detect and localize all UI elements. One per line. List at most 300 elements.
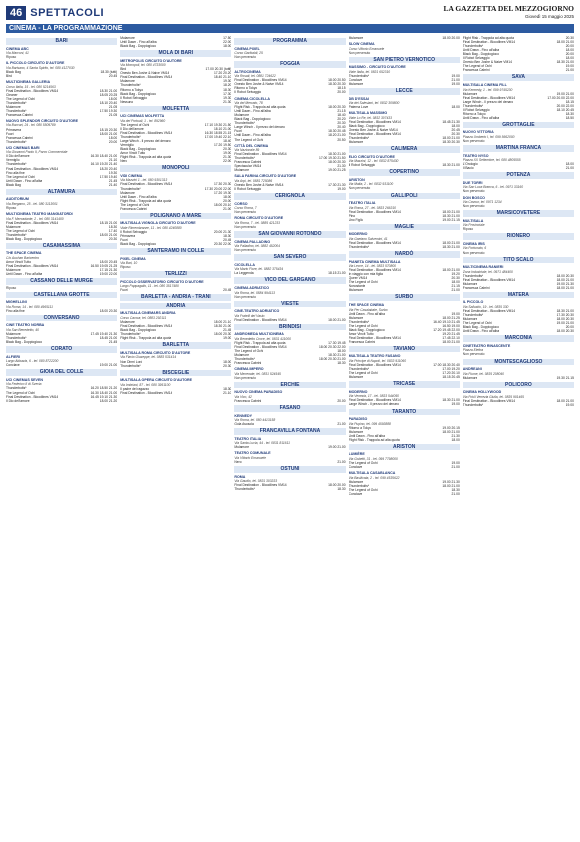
showtimes: 18.00 20.00 — [328, 483, 346, 488]
film-title: Final Destination - Bloodlines VM14 — [6, 263, 59, 268]
showtimes: 17.00 20.00 22.00 — [547, 95, 574, 100]
listing-column — [120, 36, 231, 836]
page-number: 46 — [6, 6, 26, 20]
film-title: Mulamore — [348, 429, 364, 434]
film-title: Mulamore — [462, 317, 478, 322]
cinema-name: MODERNO — [348, 232, 368, 237]
cinema-address: Via Nazionale 89 — [234, 148, 260, 153]
showtimes: 18.00 20.10 — [213, 202, 232, 207]
showtimes: 17.50 19.30 — [99, 108, 118, 113]
showtimes: 18.00 21.00 — [442, 483, 460, 488]
showtimes: 19.30 — [108, 170, 118, 175]
showtimes: 19.00 21.00 — [556, 91, 574, 96]
showtimes: 20.30 — [108, 236, 118, 241]
city-heading: SURBO — [349, 294, 460, 301]
film-row — [349, 245, 460, 249]
film-row — [6, 309, 117, 313]
showtimes: 18.30 21.00 — [442, 398, 460, 403]
film-title: Mulamore — [462, 281, 478, 286]
showtimes: 18.15 — [565, 99, 574, 104]
city-heading: GROTTAGLIE — [463, 122, 574, 129]
showtimes: 21.00 — [337, 460, 346, 465]
film-row — [6, 363, 117, 367]
cinema-name: CINEMA IRIS — [462, 241, 485, 246]
showtimes: 17.50 — [223, 36, 232, 40]
film-row — [463, 329, 574, 333]
cinema-address: Via Friuli Venezia Giulia, tel. 0835 901465 — [462, 394, 525, 399]
film-title: Thunderbolts* — [120, 134, 141, 139]
film-title: Thunderbolts* — [120, 186, 141, 191]
showtimes: 21.45 — [108, 178, 118, 183]
film-title: Onesto Ben Joshe & Naive VM14 — [462, 60, 512, 65]
city-heading: MARTINA FRANCA — [463, 145, 574, 152]
film-title: Flight Risk - Trappola ad alta quota — [120, 155, 172, 160]
cinema-name: TEATRO NYSO — [462, 153, 489, 158]
showtimes: 18.45 21.30 — [442, 119, 460, 124]
film-row — [234, 318, 345, 322]
showtimes: 21.00 — [337, 422, 346, 427]
film-row — [463, 286, 574, 290]
film-title: Black Bag — [6, 182, 21, 187]
showtimes: 21.00 — [451, 288, 460, 293]
film-title: Black Bag - Doppiogioco — [462, 325, 499, 330]
status-note: Non pervenuto — [234, 225, 257, 230]
showtimes: 18.30 — [451, 487, 460, 492]
showtimes: 17.00 20.30 (tutti) — [205, 67, 232, 72]
showtimes: 19.00 — [337, 187, 346, 192]
cinema-address: Via Rosati, tel. 0881 724622 — [234, 74, 276, 79]
cinema-name: MULTISALA CINEMARS ANDRIA — [120, 311, 176, 316]
film-title: Pino — [348, 213, 356, 218]
showtimes: 18.30 — [223, 87, 232, 92]
showtimes: 19.00 21.25 — [328, 168, 346, 173]
film-title: Mulamore — [348, 479, 364, 484]
cinema-address: Via Vico, 42 — [234, 395, 252, 400]
cinema-name: CINE-TEATRO ADRIATICO — [234, 309, 280, 314]
film-title: Black Bag - Doppiogioco — [348, 123, 385, 128]
showtimes: 17.15 21.30 — [99, 268, 118, 273]
film-title: Thunderbolts* — [6, 386, 27, 391]
cinema-address: Via Palladino, tel. 0882 452004 — [234, 244, 280, 249]
showtimes: 20.00 — [565, 52, 574, 57]
showtimes: 18.15 21.00 — [99, 220, 118, 225]
film-title: Francesca Cabrini — [348, 339, 376, 344]
cinema-address: Via Fiume, tel. 0835 208040 — [462, 371, 504, 376]
film-title: The Legend of Ochi — [6, 228, 35, 233]
city-heading: MONTESCAGLIOSO — [463, 359, 574, 366]
city-heading: MOLA DI BARI — [120, 50, 231, 57]
showtimes: 18.00 20.45 — [99, 259, 118, 264]
showtimes: 20.20 — [337, 117, 346, 122]
city-heading: MARSICOVETERE — [463, 210, 574, 217]
showtimes: 19.00 22.00 — [99, 272, 118, 277]
film-title: Final Destination - Bloodlines VM14 — [348, 268, 401, 273]
showtimes: 20.40 — [337, 125, 346, 130]
city-heading: CONVERSANO — [6, 315, 117, 322]
film-title: Primavera — [120, 233, 136, 238]
film-title: Thunderbolts* — [348, 244, 370, 249]
cinema-name: CITTÀ DEL CINEMA — [234, 143, 269, 148]
film-title: Large Winch - Il prezzo del denaro — [348, 402, 399, 407]
cinema-address: Via Cavour, tel. 0971 1234 — [462, 200, 502, 205]
showtimes: 18.00 — [565, 162, 574, 167]
showtimes: 18.00 — [565, 56, 574, 61]
film-title: Il Robot Selvaggio — [234, 187, 262, 192]
film-title: Thunderbolts* — [462, 402, 484, 407]
showtimes: 19.00 — [565, 64, 574, 69]
cinema-name: MULTISALA MASSIMO — [348, 111, 388, 116]
film-row — [120, 242, 231, 246]
film-row — [120, 336, 231, 340]
film-row — [349, 36, 460, 40]
cinema-address: Via San Luca Branca, 6 - tel. 0971 33160 — [462, 185, 524, 190]
city-heading: POTENZA — [463, 172, 574, 179]
film-row — [6, 140, 117, 144]
film-title: Mulamore — [120, 190, 135, 195]
film-title: Final Destination - Bloodlines VM14 — [462, 277, 516, 282]
film-title: Until Dawn - Fino all'alba — [348, 311, 385, 316]
film-title: Final Destination - Bloodlines VM14 — [6, 394, 59, 399]
showtimes: 17.40 — [108, 228, 118, 233]
film-title: Thunderbolts* — [348, 73, 370, 78]
status-note: Non pervenuto — [348, 50, 371, 55]
showtimes: 16.30 18.55 21.15 — [204, 130, 232, 135]
cinema-address: Zona Industriale, tel. 0971 484400 — [462, 269, 513, 274]
film-title: The Legend of Ochi — [348, 280, 378, 285]
cinema-name: TEATRO ITALIA — [348, 201, 376, 205]
film-title: Until Dawn - Fino all'alba — [462, 48, 500, 53]
film-title: Vermiglio — [120, 143, 134, 148]
cinema-address: Viale Lo Re, tel. 0832 307433 — [348, 115, 392, 120]
showtimes: 18.30 21.00 — [442, 213, 460, 218]
city-heading: BISCEGLIE — [120, 370, 231, 377]
status-note: Non pervenuto — [234, 248, 257, 253]
film-title: The Legend of Ochi — [348, 323, 378, 328]
film-title: Amor Vincit Tutto — [348, 331, 374, 336]
film-row — [6, 340, 117, 344]
cinema-name: ROMA — [234, 474, 246, 479]
showtimes: 17.00 19.30 21.50 — [319, 156, 346, 161]
cinema-address: Via Venezia, 17 - tel. 0833 544050 — [348, 394, 400, 399]
film-title: Mulamore — [120, 36, 135, 40]
section-title: SPETTACOLI — [30, 7, 105, 19]
film-title: Final Destination - Bloodlines VM14 — [348, 131, 401, 136]
film-row — [6, 183, 117, 187]
cinema-address: Corso Vittorio Emanuele — [348, 46, 385, 51]
film-title: Thunderbolts* — [120, 332, 141, 337]
film-row — [120, 44, 231, 48]
film-title: The Legend of Ochi — [6, 174, 35, 179]
film-title: Il Dio dell'amore — [6, 398, 30, 403]
film-title: Francesca Cabrini — [120, 206, 147, 211]
city-heading: PROGRAMMA — [234, 38, 345, 45]
showtimes: 17.30 21.30 — [328, 183, 346, 188]
showtimes: 21.00 — [451, 491, 460, 496]
film-title: Final Destination - Bloodlines VM14 — [462, 398, 516, 403]
showtimes: 18.00 21.00 — [442, 209, 460, 214]
film-title: The Legend of Ochi — [120, 122, 150, 127]
cinema-address: Viale Rimembranze, 11 - tel. 080 4240880 — [120, 225, 182, 230]
showtimes: 18.00 — [223, 44, 232, 49]
film-title: Large Winch - Il prezzo del denaro — [120, 139, 171, 144]
cinema-name: MULTICINEMA TEATRO MANGIATORDI — [6, 211, 73, 216]
film-title: Conclave — [348, 465, 363, 470]
film-title: Thunderbolts* — [462, 103, 484, 108]
showtimes: 18.00 20.50 — [328, 78, 346, 83]
film-title: Francesca Cabrini — [462, 285, 490, 290]
cinema-name: MULTISALA OPERA CIRCUITO D'AUTORE — [120, 378, 193, 383]
film-row — [463, 166, 574, 170]
film-title: Spectacular VM14 — [234, 164, 262, 169]
showtimes: 18.00 20.30 — [328, 160, 346, 165]
film-title: Onesto Ben Joshe & Naive VM14 — [234, 183, 284, 188]
film-title: Fuori — [6, 131, 14, 136]
film-title: The Legend of Ochi — [234, 137, 264, 142]
film-row — [120, 159, 231, 163]
showtimes: 20.30 — [337, 121, 346, 126]
film-row — [234, 487, 345, 491]
status-note: Non pervenuto — [234, 210, 257, 215]
film-title: Mulamore — [348, 36, 364, 40]
film-title: Final Destination - Bloodlines VM14 — [120, 182, 173, 187]
film-title: Final Destination - Bloodlines VM14 — [6, 88, 59, 93]
showtimes: 18.00 — [337, 349, 346, 354]
cinema-address: Largo Abbazia, 6 - tel. 080 8722200 — [6, 359, 59, 364]
film-title: Fino alla fine — [6, 308, 25, 313]
cinema-name: ELIO CIRCUITO D'AUTORE — [348, 154, 395, 159]
city-heading: CASAMASSIMA — [6, 243, 117, 250]
film-title: Flight Risk - Trappola ad alta quota — [462, 36, 514, 40]
showtimes: 18.20 21.00 — [328, 133, 346, 138]
showtimes: 19.00 — [451, 311, 460, 316]
showtimes: 18.30 21.00 — [328, 152, 346, 157]
showtimes: 16.30 18.40 21.00 — [90, 154, 118, 159]
cinema-address: Via del Mercato, 78 — [234, 101, 263, 106]
showtimes: 22.00 — [223, 159, 232, 164]
showtimes: 18.30 21.00 — [442, 163, 460, 168]
city-heading: TITO SCALO — [463, 257, 574, 264]
cinema-address: Via Fortunato, 6 — [462, 246, 487, 251]
film-title: Fuori — [120, 238, 128, 243]
film-title: Thunderbolts* — [462, 273, 484, 278]
film-row — [6, 74, 117, 78]
showtimes: 16.45 19.10 21.30 — [90, 394, 118, 399]
film-title: Fuori — [234, 129, 242, 134]
city-heading: VICO DEL GARGANO — [234, 277, 345, 284]
film-title: Final Destination - Bloodlines VM14 — [348, 335, 401, 340]
cinema-address: Via Santa Lucia, 44 - tel. 0831 811611 — [234, 441, 290, 446]
city-heading: SAN SEVERO — [234, 254, 345, 261]
cinema-name: MULTISALA ROMA CIRCUITO D'AUTORE — [120, 350, 191, 355]
status-note: Non pervenuto — [234, 55, 257, 60]
cinema-name: IL PICCOLO — [462, 300, 484, 305]
city-heading: TRICASE — [349, 381, 460, 388]
film-title: Black Bag - Doppiogioco — [6, 236, 43, 241]
city-heading: CASTELLANA GROTTE — [6, 292, 117, 299]
film-title: Gola Asosola — [234, 422, 254, 427]
showtimes: 21.00 — [451, 77, 460, 82]
cinema-name: MULTICINEMA RANIERI — [462, 265, 504, 270]
showtimes: 20.45 — [108, 73, 118, 78]
showtimes: 17.10 19.30 21.50 — [204, 122, 232, 127]
showtimes: 16.40 19.10 21.45 — [433, 319, 460, 324]
showtimes: 18.40 — [337, 113, 346, 118]
showtimes: 20.45 — [223, 238, 232, 243]
film-title: The Legend of Ochi — [348, 371, 378, 376]
film-title: Mulamore — [348, 81, 364, 86]
showtimes: 21.00 — [565, 166, 574, 171]
showtimes: 20.00 — [565, 325, 574, 330]
film-title: Until Dawn - Fino all'alba — [6, 178, 43, 183]
showtimes: 17.20 19.45 22.00 — [433, 327, 460, 332]
cinema-name: CINEMA ABC — [6, 46, 29, 51]
cinema-name: METROPOLIS CIRCUITO D'AUTORE — [120, 58, 182, 63]
film-title: Mulamore — [234, 113, 250, 118]
city-heading: OSTUNI — [234, 466, 345, 473]
showtimes: 18.10 21.00 — [213, 126, 232, 131]
cinema-name: MULTISALA TEATRO FASANO — [348, 354, 401, 359]
showtimes: 18.15 — [337, 86, 346, 91]
film-title: Bird — [120, 67, 127, 72]
cinema-address: Piazza Umberto I, tel. 099 5662000 — [462, 134, 515, 139]
showtimes: 18.00 20.30 22.00 — [319, 345, 346, 349]
showtimes: 18.00 21.00 — [556, 40, 574, 45]
showtimes: 19.00 — [451, 460, 460, 465]
showtimes: 18.00 — [223, 194, 232, 199]
city-heading: POLICORO — [463, 382, 574, 389]
showtimes: 18.15 21.00 — [328, 271, 346, 276]
showtimes: 18.30 — [565, 111, 574, 116]
film-title: Flight Risk - Trappola ad alta quota — [234, 340, 286, 345]
film-row — [120, 288, 231, 292]
cinema-address: Via Roma, 7 - tel. 0885 421233 — [234, 220, 280, 225]
showtimes: 20.45 — [223, 288, 232, 293]
cinema-address: Via Gaetano Salvemini, 41 — [348, 236, 388, 241]
status-note: Riposo — [6, 55, 17, 60]
showtimes: 21.00 — [565, 68, 574, 73]
film-title: Final Destination - Bloodlines VM14 — [6, 220, 59, 225]
cinema-name: CINEMA PIXEL — [234, 46, 260, 51]
showtimes: 21.30 — [337, 164, 346, 169]
showtimes: 20.30 — [451, 131, 460, 136]
film-row — [349, 438, 460, 442]
film-title: Mulamore — [6, 224, 21, 229]
showtimes: 19.20 21.45 — [442, 331, 460, 336]
showtimes: 17.30 — [223, 91, 232, 96]
showtimes: 18.30 20.30 — [328, 82, 346, 87]
film-title: Conclave — [6, 363, 20, 368]
showtimes: 18.10 20.40 — [99, 100, 118, 105]
film-title: The Legend of Ochi — [348, 460, 378, 465]
film-title: Final Destination - Bloodlines VM14 — [462, 309, 516, 314]
city-heading: ERCHIE — [234, 382, 345, 389]
cinema-address: Via Principe di Napoli, tel. 0833 911060 — [348, 359, 407, 364]
film-title: Ritorno a Tokyo — [234, 86, 258, 91]
showtimes: 20.00 — [337, 399, 346, 404]
film-title: Mulamore — [462, 375, 478, 380]
showtimes: 18.00 21.00 — [442, 268, 460, 273]
film-title: Final Destination - Bloodlines VM14 — [462, 40, 516, 45]
showtimes: 20.30 — [223, 147, 232, 152]
showtimes: 18.30 21.00 — [328, 353, 346, 358]
film-title: Until Dawn - Fino all'alba — [348, 433, 385, 438]
cinema-name: THE SPACE CINEMA — [348, 302, 385, 307]
film-title: Fino alla fine — [6, 170, 25, 175]
film-title: Il Robot Selvaggio — [120, 229, 147, 234]
showtimes: 18.00 20.30 21.00 — [319, 357, 346, 362]
cinema-address: Via Basilicata, 2 - tel. 099 4535622 — [348, 475, 400, 480]
film-title: Final Destination - Bloodlines VM14 — [234, 345, 287, 349]
film-title: Onesto Ben Joshe & Naive VM14 — [348, 127, 398, 132]
showtimes: 17.00 19.20 — [442, 367, 460, 372]
showtimes: 18.30 — [223, 233, 232, 238]
cinema-address: Via dei Portuali, 1 - tel. 892960 — [120, 118, 166, 123]
cinema-name: TEATRO COMUNALE — [234, 451, 271, 456]
cinema-address: Via Monopoli, tel. 080 4733000 — [120, 63, 166, 68]
film-title: Final Destination - Bloodlines VM14 — [348, 363, 401, 368]
cinema-address: Corso Cavour, tel. 0883 292111 — [120, 316, 167, 321]
film-title: Primavera — [6, 127, 22, 132]
city-heading: SAN GIOVANNI ROTONDO — [234, 231, 345, 238]
showtimes: 17.20 19.30 — [213, 190, 232, 195]
city-heading: BARLETTA - ANDRIA - TRANI — [120, 294, 231, 301]
film-row — [234, 422, 345, 426]
showtimes: 17.00 18.30 20.40 — [433, 363, 460, 368]
film-row — [234, 460, 345, 464]
showtimes: 17.00 19.40 22.10 — [204, 134, 232, 139]
showtimes: 18.40 21.10 — [213, 75, 232, 80]
cinema-address: Corso Garibaldi, 25 — [234, 51, 263, 56]
film-title: Final Destination - Bloodlines VM14 — [120, 324, 173, 329]
showtimes: 18.05 20.25 — [99, 92, 118, 97]
film-title: Thunderbolts* — [6, 162, 27, 167]
showtimes: 21.00 — [223, 206, 232, 211]
film-title: Final Destination - Bloodlines VM14 — [234, 78, 287, 83]
cinema-address: Via Giovanni Paolo II, Parco Commerciale — [6, 150, 68, 155]
film-title: Thunderbolts* — [462, 313, 484, 318]
city-heading: SAN PIETRO VERNOTICO — [349, 57, 460, 64]
masthead — [443, 5, 574, 21]
showtimes: 20.30 — [223, 363, 232, 368]
cinema-address: Via Roma, 14 - tel. 080 4965111 — [6, 304, 53, 309]
film-title: Il Robot Selvaggio — [462, 56, 490, 61]
cinema-name: CINETEATRO RINASCENTE — [462, 343, 511, 348]
city-heading: MOLFETTA — [120, 106, 231, 113]
showtimes: 18.00 21.00 — [99, 131, 118, 136]
city-heading: CALIMERA — [349, 146, 460, 153]
film-title: Flight Risk - Trappola ad alta quota — [348, 437, 400, 442]
city-heading: CORATO — [6, 346, 117, 353]
cinema-address: Via Roma, tel. 080 4413158 — [234, 418, 276, 423]
film-title: Il Robot Selvaggio — [348, 163, 376, 168]
showtimes: 18.30 21.00 — [556, 309, 574, 314]
cinema-name: CINEMA ADRIATICO — [234, 285, 269, 290]
film-title: Until Dawn - Fino all'alba — [234, 133, 271, 138]
film-title: Black Bag - Doppiogioco — [462, 52, 499, 57]
film-title: Black Bag - Doppiogioco — [120, 328, 157, 333]
film-title: Flight Risk - Trappola ad alta quota — [120, 198, 172, 203]
film-title: Flight Risk - Trappola ad alta quota — [120, 336, 172, 341]
film-title: In viaggio con mia figlia — [348, 272, 383, 277]
showtimes: 19.00 — [565, 402, 574, 407]
showtimes: 21.15 — [337, 109, 346, 114]
film-title: Final Destination - Bloodlines VM14 — [348, 119, 401, 124]
showtimes: 19.00 — [451, 73, 460, 78]
showtimes: 20.00 — [108, 139, 118, 144]
film-row — [463, 116, 574, 120]
showtimes: 17.20 19.50 — [213, 143, 232, 148]
showtimes: 18.00 20.30 — [556, 273, 574, 278]
